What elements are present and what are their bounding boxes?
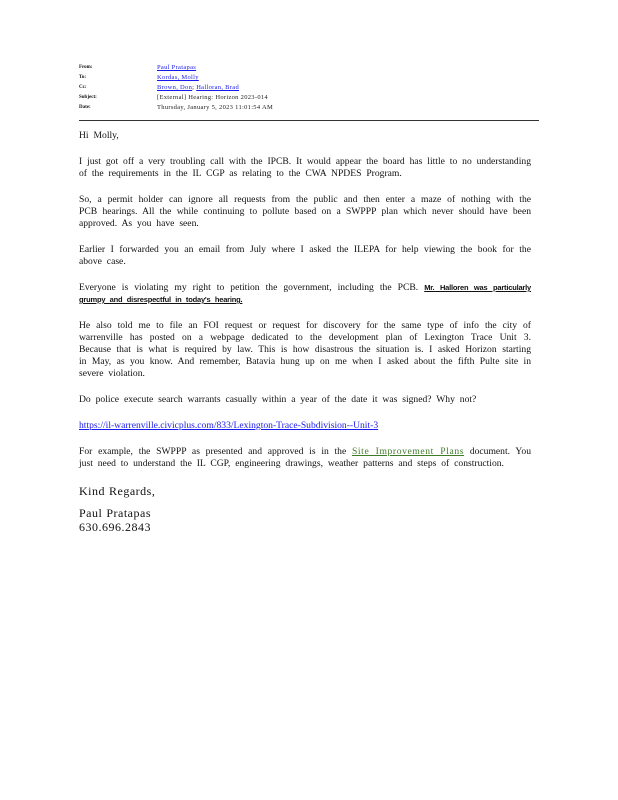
greeting: Hi Molly, (79, 130, 119, 141)
signature-phone: 630.696.2843 (79, 520, 151, 534)
header-to-row (79, 73, 539, 83)
paragraph-4 (79, 282, 531, 306)
cc-label: Cc: (79, 85, 87, 90)
paragraph-1: I just got off a very troubling call with the IPCB. It would appear the board has little to no understanding of the requirements in the IL CGP as relating to the CWA NPDES Program. (79, 156, 531, 179)
from-label: From: (79, 65, 93, 70)
to-label: To: (79, 75, 87, 80)
date-label: Date: (79, 105, 91, 110)
header-subject-row (79, 93, 539, 103)
paragraph-3: Earlier I forwarded you an email from July where I asked the ILEPA for help viewing the book for the above case. (79, 244, 531, 267)
site-improvement-plans-link[interactable]: Site Improvement Plans (351, 446, 465, 457)
subject-label: Subject: (79, 95, 97, 100)
signature-name: Paul Pratapas (79, 506, 151, 520)
date-value: Thursday, January 5, 2023 11:01:54 AM (157, 104, 274, 111)
paragraph-7-before: For example, the SWPPP as presented and approved is in the (79, 446, 347, 457)
subject-value: [External] Hearing: Horizon 2023-014 (157, 94, 268, 101)
header-date-row (79, 103, 539, 113)
paragraph-5: He also told me to file an FOI request or request for discovery for the same type of info the city of warrenville has posted on a webpage dedicated to the development plan of Lexington Trace Unit 3. Because that is what is required by law. This is how disastrous the situation is. I asked Horizon starting in May, as you know. And remember, Batavia hung up on me when I asked about the fifth Pulte site in severe violation. (79, 320, 531, 379)
from-link[interactable]: Paul Pratapas (157, 64, 197, 71)
paragraph-7-after: document. You just need to understand the IL CGP, engineering drawings, weather patterns and steps of construction. (79, 446, 531, 469)
closing: Kind Regards, (79, 484, 156, 498)
paragraph-4-text: Everyone is violating my right to petition the government, including the PCB. (79, 282, 419, 293)
header-from-row (79, 63, 539, 73)
cc-separator: ; (192, 84, 195, 91)
paragraph-4-emphasis: Mr. Halloren was particularly grumpy and disrespectful in today's hearing. (79, 283, 531, 304)
header-cc-row (79, 83, 539, 93)
paragraph-2: So, a permit holder can ignore all requests from the public and then enter a maze of nothing with the PCB hearings. All the while continuing to pollute based on a SWPPP plan which never should have been approved. As you have seen. (79, 194, 531, 229)
cc-link-1[interactable]: Brown, Don (157, 84, 193, 91)
paragraph-7 (79, 446, 531, 470)
lexington-trace-link[interactable]: https://il-warrenville.civicplus.com/833/Lexington-Trace-Subdivision--Unit-3 (79, 420, 379, 431)
url-paragraph (79, 420, 531, 432)
paragraph-6: Do police execute search warrants casually within a year of the date it was signed? Why not? (79, 394, 477, 405)
email-header (79, 63, 539, 113)
to-link[interactable]: Kordas, Molly (157, 74, 199, 81)
cc-link-2[interactable]: Halloran, Brad (196, 84, 240, 91)
email-body (79, 130, 531, 534)
header-divider (79, 120, 539, 121)
